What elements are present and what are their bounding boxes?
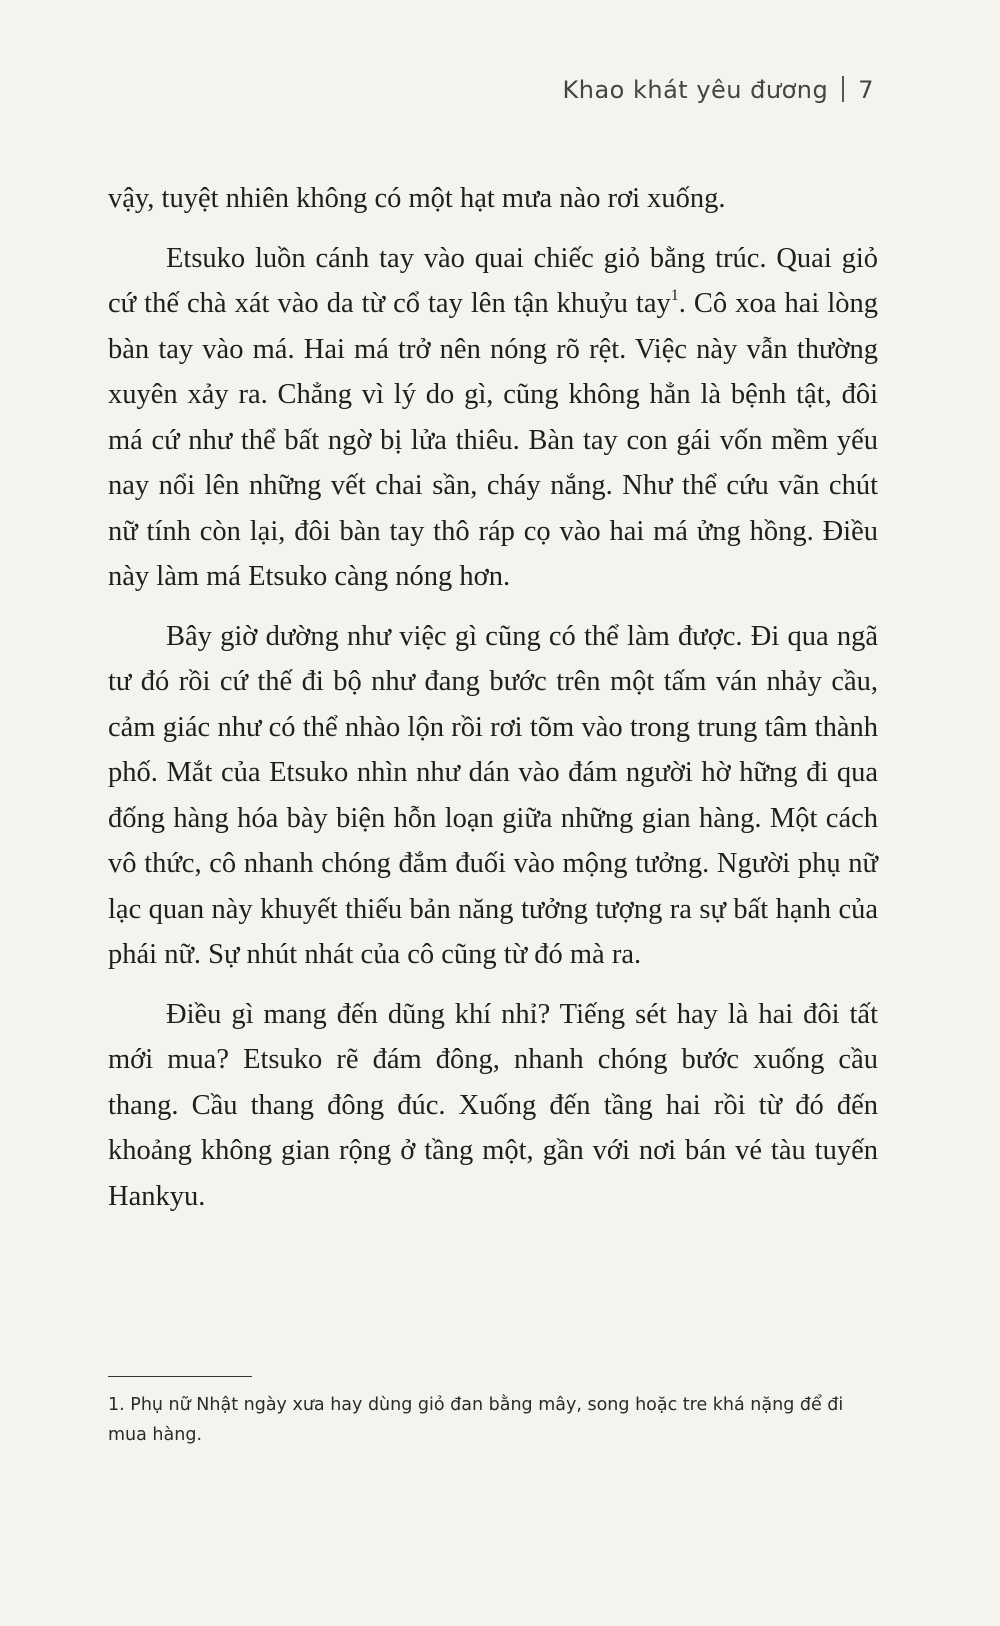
- paragraph-2: [108, 236, 878, 600]
- paragraph-2-text-after: . Cô xoa hai lòng bàn tay vào má. Hai má trở nên nóng rõ rệt. Việc này vẫn thường xuyên xảy ra. Chẳng vì lý do gì, cũng không hẳn là bệnh tật, đôi má cứ như thể bất ngờ bị lửa thiêu. Bàn tay con gái vốn mềm yếu nay nổi lên những vết chai sần, cháy nắng. Như thể cứu vãn chút nữ tính còn lại, đôi bàn tay thô ráp cọ vào hai má ửng hồng. Điều này làm má Etsuko càng nóng hơn.: [108, 288, 878, 592]
- paragraph-4: Điều gì mang đến dũng khí nhỉ? Tiếng sét hay là hai đôi tất mới mua? Etsuko rẽ đám đông, nhanh chóng bước xuống cầu thang. Cầu thang đông đúc. Xuống đến tầng hai rồi từ đó đến khoảng không gian rộng ở tầng một, gần với nơi bán vé tàu tuyến Hankyu.: [108, 998, 878, 1212]
- footnote-reference[interactable]: 1: [670, 287, 679, 304]
- paragraph-2-text-before: Etsuko luồn cánh tay vào quai chiếc giỏ bằng trúc. Quai giỏ cứ thế chà xát vào da từ cổ tay lên tận khuỷu tay: [108, 242, 878, 319]
- chapter-title: Khao khát yêu đương: [562, 76, 829, 104]
- body-text: [108, 176, 878, 1233]
- footnote-divider: [108, 1376, 252, 1377]
- paragraph-3: Bây giờ dường như việc gì cũng có thể làm được. Đi qua ngã tư đó rồi cứ thế đi bộ như đang bước trên một tấm ván nhảy cầu, cảm giác như có thể nhào lộn rồi rơi tõm vào trong trung tâm thành phố. Mắt của Etsuko nhìn như dán vào đám người hờ hững đi qua đống hàng hóa bày biện hỗn loạn giữa những gian hàng. Một cách vô thức, cô nhanh chóng đắm đuối vào mộng tưởng. Người phụ nữ lạc quan này khuyết thiếu bản năng tưởng tượng ra sự bất hạnh của phái nữ. Sự nhút nhát của cô cũng từ đó mà ra.: [108, 620, 878, 970]
- footnote: 1. Phụ nữ Nhật ngày xưa hay dùng giỏ đan bằng mây, song hoặc tre khá nặng để đi mua hàng.: [108, 1395, 844, 1445]
- header-divider: [842, 76, 844, 102]
- paragraph-1: vậy, tuyệt nhiên không có một hạt mưa nào rơi xuống.: [108, 183, 726, 214]
- running-header: [563, 76, 875, 104]
- page-number: 7: [858, 76, 874, 104]
